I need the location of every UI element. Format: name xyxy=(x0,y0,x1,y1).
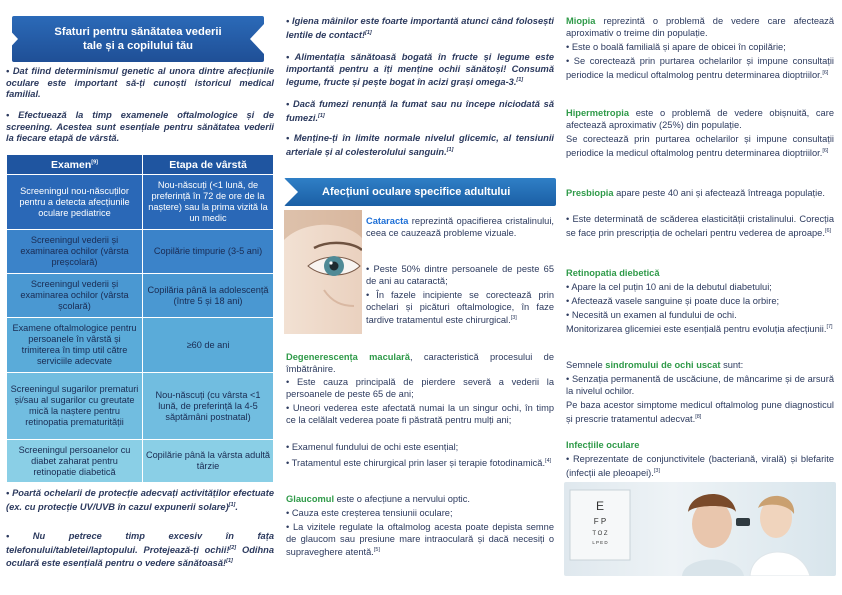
retinopathy-bullet-1: • Apare la cel puțin 10 ani de la debutul diabetului; xyxy=(566,282,772,292)
tip-genetic: • Dat fiind determinismul genetic al unora dintre afecțiunile oculare este important să-ți cunoști istoricul medical familial. xyxy=(6,66,274,100)
banner-notch-right xyxy=(250,24,264,54)
eye-close-up-image xyxy=(284,210,362,334)
myopia-bullet-1: • Este o boală familială și apare de obicei în copilărie; xyxy=(566,42,786,52)
cataract-bullet-2: • În fazele incipiente se corectează prin ochelari și picături oftalmologice, în faze tardive tratamentul este chirurgical.[3] xyxy=(366,290,554,326)
dry-eye-note: Pe baza acestor simptome medicul oftalmolog pune diagnosticul și prescrie tratamentul adecvat.[8] xyxy=(566,400,834,424)
retinopathy-title: Retinopatia diebetică xyxy=(566,268,660,278)
adult-conditions-banner xyxy=(284,178,556,206)
dry-eye-intro: Semnele sindromului de ochi uscat sunt: xyxy=(566,360,744,370)
table-header-age: Etapa de vârstă xyxy=(143,155,274,175)
table-cell-age: Nou-născuți (cu vârsta <1 lună, de preferință la 4-5 săptămâni postnatal) xyxy=(143,373,274,440)
right-column xyxy=(564,0,836,595)
hyperopia-bullet-1: Se corectează prin purtarea ochelarilor și impune consultații periodice la medicul oftalmolog pentru determinarea dioptriilor.[6] xyxy=(566,134,834,158)
macular-bullet-3: • Examenul fundului de ochi este esențial; xyxy=(286,442,459,452)
table-cell-age: Nou-născuți (<1 lună, de preferință în 72 de ore de la naștere) sau la prima vizită la un medic xyxy=(143,175,274,230)
glaucoma-intro: Glaucomul este o afecțiune a nervului optic. xyxy=(286,494,470,504)
table-row xyxy=(7,274,274,318)
retinopathy-note: Monitorizarea glicemiei este esențială pentru evoluția afecțiunii.[7] xyxy=(566,324,833,335)
left-column xyxy=(4,0,276,595)
tip-glycemia: • Menține-ți în limite normale nivelul glicemic, al tensiunii arteriale și al colesterolului sanguin.[1] xyxy=(286,133,554,157)
tip-hand-hygiene: • Igiena mâinilor este foarte importantă atunci când folosești lentile de contact![1] xyxy=(286,16,554,40)
banner-notch-left xyxy=(4,24,18,54)
tips-banner xyxy=(12,16,264,62)
presbyopia-intro: Presbiopia apare peste 40 ani și afectează întreaga populație. xyxy=(566,188,825,198)
dry-eye-bullet-1: • Senzația permanentă de uscăciune, de mâncarime și de arsură la nivelul ochilor. xyxy=(566,374,834,396)
tip-exams: • Efectuează la timp examenele oftalmologice și de screening. Acestea sunt esențiale pentru sănătatea vederii la fiecare etapă de vârstă. xyxy=(6,110,274,144)
svg-text:E: E xyxy=(595,499,605,513)
table-cell-age: ≥60 de ani xyxy=(143,318,274,373)
tips-banner-line2: tale și a copilului tău xyxy=(82,40,194,52)
tip-protective-glasses: • Poartă ochelarii de protecție adecvați activităților efectuate (ex. cu protecție UV/UVB în cazul expunerii solare)[1]. xyxy=(6,488,274,512)
eye-illustration xyxy=(284,210,362,334)
retinopathy-bullet-2: • Afectează vasele sanguine și poate duce la orbire; xyxy=(566,296,780,306)
macular-bullet-2: • Uneori vederea este afectată numai la un singur ochi, în timp ce la celălalt vederea poate fi păstrată pentru mulți ani; xyxy=(286,403,554,425)
eye-exam-photo xyxy=(564,482,836,576)
exam-table xyxy=(6,154,274,483)
retinopathy-bullet-3: • Necesită un examen al fundului de ochi. xyxy=(566,310,737,320)
table-row xyxy=(7,318,274,373)
table-row xyxy=(7,440,274,483)
table-cell-exam: Screeningul vederii și examinarea ochilor (vârsta școlară) xyxy=(7,274,143,318)
tip-nutrition: • Alimentația sănătoasă bogată în fructe și legume este importantă pentru a îți menține ochii sănătoși! Consumă legume, fructe și pește bogat în acizi grași omega-3.[1] xyxy=(286,52,554,88)
svg-text:T O Z: T O Z xyxy=(592,531,608,537)
table-row xyxy=(7,373,274,440)
presbyopia-bullet-1: • Este determinată de scăderea elasticității cristalinului. Corecția se face prin prescripția de ochelari pentru vederea de aproape.[6] xyxy=(566,214,834,238)
tip-smoking: • Dacă fumezi renunță la fumat sau nu începe niciodată să fumezi.[1] xyxy=(286,99,554,123)
infections-title: Infecțiile oculare xyxy=(566,440,640,450)
macular-bullet-4: • Tratamentul este chirurgical prin laser și terapie fotodinamică.[4] xyxy=(286,458,552,469)
svg-text:L P E D: L P E D xyxy=(592,540,608,545)
table-cell-age: Copilărie timpurie (3-5 ani) xyxy=(143,230,274,274)
table-row xyxy=(7,175,274,230)
banner-notch-left xyxy=(284,178,298,206)
myopia-intro: Miopia reprezintă o problemă de vedere care afectează aproximativ o treime din populație. xyxy=(566,16,834,38)
glaucoma-bullet-1: • Cauza este creșterea tensiunii oculare; xyxy=(286,508,453,518)
cataract-bullet-1: • Peste 50% dintre persoanele de peste 65 de ani au cataractă; xyxy=(366,264,554,286)
tip-screen-time: • Nu petrece timp excesiv în fața telefonului/tabletei/laptopului. Protejează-ți ochii![2] Odihna oculară este esențială pentru o vedere sănătoasă![1] xyxy=(6,531,274,569)
glaucoma-bullet-2: • La vizitele regulate la oftalmolog acesta poate depista semne de glaucom sau presiune mare intraoculară și dacă necesiți o supraveghere atentă.[5] xyxy=(286,522,554,558)
myopia-bullet-2: • Se corectează prin purtarea ochelarilor și impune consultații periodice la medicul oftalmolog pentru determinarea dioptriilor.[6] xyxy=(566,56,834,80)
table-cell-exam: Examene oftalmologice pentru persoanele în vârstă și trimiterea în timp util către serviciile adecvate xyxy=(7,318,143,373)
table-cell-exam: Screeningul persoanelor cu diabet zaharat pentru retinopatie diabetică xyxy=(7,440,143,483)
table-row xyxy=(7,230,274,274)
table-cell-age: Copilărie până la vârsta adultă târzie xyxy=(143,440,274,483)
cataract-intro: Cataracta reprezintă opacifierea cristalinului, ceea ce cauzează probleme vizuale. xyxy=(366,216,554,238)
adult-conditions-title: Afecțiuni oculare specifice adultului xyxy=(322,186,511,198)
table-cell-age: Copilăria până la adolescență (între 5 și 18 ani) xyxy=(143,274,274,318)
macular-bullet-1: • Este cauza principală de pierdere severă a vederii la persoanele de peste 65 de ani; xyxy=(286,377,554,399)
tips-banner-line1: Sfaturi pentru sănătatea vederii xyxy=(54,26,222,38)
hyperopia-intro: Hipermetropia este o problemă de vedere obișnuită, care afectează aproximativ (25%) din populație. xyxy=(566,108,834,130)
table-cell-exam: Screeningul sugarilor prematuri și/sau al sugarilor cu greutate mică la naștere pentru retinopatia prematurității xyxy=(7,373,143,440)
infections-bullet-1: • Reprezentate de conjunctivitele (bacteriană, virală) și blefarite (infecții ale pleoapei).[3] xyxy=(566,454,834,478)
middle-column xyxy=(284,0,556,595)
eye-exam-illustration xyxy=(564,482,836,576)
svg-text:F P: F P xyxy=(593,517,607,526)
table-cell-exam: Screeningul nou-născuților pentru a detecta afecțiunile oculare pediatrice xyxy=(7,175,143,230)
table-cell-exam: Screeningul vederii și examinarea ochilor (vârsta preșcolară) xyxy=(7,230,143,274)
macular-intro: Degenerescența maculară, caracteristică procesului de îmbătrânire. xyxy=(286,352,554,374)
table-header-exam: Examen[9] xyxy=(7,155,143,175)
